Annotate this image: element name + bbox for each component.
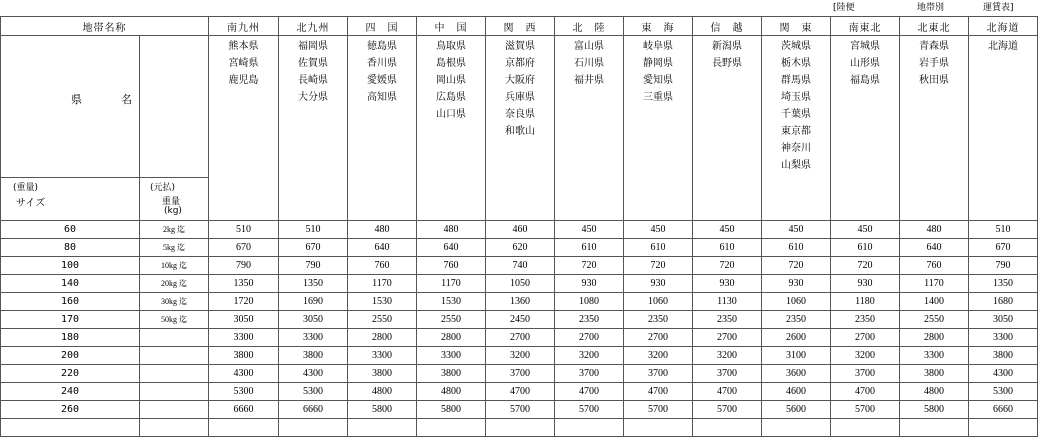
price-cell: 3300 [417, 347, 486, 365]
price-cell: 3050 [209, 311, 279, 329]
price-cell: 3800 [279, 347, 348, 365]
price-cell: 3700 [831, 365, 900, 383]
region-name-header: 地帯名称 [1, 17, 209, 36]
price-cell: 760 [417, 257, 486, 275]
price-cell: 760 [348, 257, 417, 275]
price-cell: 610 [831, 239, 900, 257]
price-cell: 4800 [900, 383, 969, 401]
price-cell: 1060 [762, 293, 831, 311]
weight-made-suffix: 迄 [179, 315, 187, 324]
price-cell: 670 [279, 239, 348, 257]
price-cell: 3200 [693, 347, 762, 365]
price-cell: 2350 [762, 311, 831, 329]
price-cell: 670 [209, 239, 279, 257]
price-cell: 3800 [348, 365, 417, 383]
price-cell: 3050 [969, 311, 1038, 329]
price-cell: 1350 [969, 275, 1038, 293]
weight-limit [140, 239, 209, 257]
price-cell: 5700 [831, 401, 900, 419]
prefecture-name: 山口県 [436, 109, 466, 120]
prefecture-name: 鹿児島 [228, 75, 259, 86]
price-cell: 5800 [417, 401, 486, 419]
region-header-11: 北海道 [969, 17, 1038, 36]
price-cell: 4300 [279, 365, 348, 383]
price-cell: 1350 [209, 275, 279, 293]
size-value: 80 [1, 239, 140, 257]
price-cell: 450 [624, 221, 693, 239]
size-value: 200 [1, 347, 140, 365]
price-cell: 5300 [209, 383, 279, 401]
price-cell: 5700 [486, 401, 555, 419]
weight-value: 50kg [161, 315, 177, 324]
prefecture-name: 山形県 [850, 58, 880, 69]
weight-made-suffix: 迄 [177, 243, 185, 252]
prefecture-name: 埼玉県 [781, 92, 811, 103]
empty-cell [417, 419, 486, 437]
price-cell: 4700 [831, 383, 900, 401]
prefecture-name: 愛知県 [643, 75, 673, 86]
prefecture-name: 長野県 [712, 58, 742, 69]
prefecture-label-filler [140, 36, 209, 178]
weight-header-cell [140, 178, 209, 221]
empty-cell [900, 419, 969, 437]
price-cell: 510 [209, 221, 279, 239]
price-cell: 1180 [831, 293, 900, 311]
price-cell: 2700 [624, 329, 693, 347]
prefecture-name: 島根県 [436, 58, 466, 69]
price-cell: 670 [969, 239, 1038, 257]
prefecture-name: 福井県 [574, 75, 604, 86]
price-cell: 2450 [486, 311, 555, 329]
empty-cell [486, 419, 555, 437]
size-value: 160 [1, 293, 140, 311]
price-cell: 1680 [969, 293, 1038, 311]
price-cell: 3200 [486, 347, 555, 365]
price-cell: 3200 [831, 347, 900, 365]
empty-cell [348, 419, 417, 437]
prefecture-name: 徳島県 [367, 41, 397, 52]
price-cell: 450 [555, 221, 624, 239]
price-cell: 1080 [555, 293, 624, 311]
price-cell: 930 [624, 275, 693, 293]
price-cell: 480 [900, 221, 969, 239]
price-cell: 510 [279, 221, 348, 239]
size-header-cell [1, 178, 140, 221]
price-cell: 2700 [555, 329, 624, 347]
prefecture-name: 岡山県 [436, 75, 466, 86]
price-cell: 1690 [279, 293, 348, 311]
weight-limit [140, 365, 209, 383]
rikubin-label: [陸便 [833, 3, 855, 13]
price-cell: 2800 [417, 329, 486, 347]
prefecture-list-7 [693, 36, 762, 221]
size-value: 140 [1, 275, 140, 293]
price-cell: 2700 [693, 329, 762, 347]
prefecture-name: 秋田県 [919, 75, 949, 86]
prefecture-name: 宮崎県 [228, 58, 259, 69]
rate-table-label: 運賃表] [983, 3, 1014, 13]
price-cell: 3200 [555, 347, 624, 365]
empty-cell [209, 419, 279, 437]
price-cell: 720 [762, 257, 831, 275]
prefecture-name: 兵庫県 [505, 92, 535, 103]
prefecture-name: 鳥取県 [436, 41, 466, 52]
empty-cell [762, 419, 831, 437]
region-header-9: 南東北 [831, 17, 900, 36]
price-cell: 1170 [900, 275, 969, 293]
empty-cell [140, 419, 209, 437]
price-cell: 4300 [209, 365, 279, 383]
price-cell: 930 [693, 275, 762, 293]
prefecture-name: 香川県 [367, 58, 397, 69]
size-label: サイズ [16, 198, 46, 209]
prefecture-list-4 [486, 36, 555, 221]
size-value: 100 [1, 257, 140, 275]
price-cell: 3700 [555, 365, 624, 383]
price-cell: 930 [555, 275, 624, 293]
price-cell: 5300 [279, 383, 348, 401]
region-header-7: 信 越 [693, 17, 762, 36]
region-header-3: 中 国 [417, 17, 486, 36]
price-cell: 4700 [555, 383, 624, 401]
price-cell: 4800 [348, 383, 417, 401]
price-cell: 640 [417, 239, 486, 257]
price-cell: 1530 [348, 293, 417, 311]
prefecture-name: 千葉県 [781, 109, 811, 120]
price-cell: 5300 [969, 383, 1038, 401]
prefecture-name: 石川県 [574, 58, 604, 69]
prefecture-name: 岐阜県 [643, 41, 673, 52]
weight-limit [140, 275, 209, 293]
region-header-row [1, 17, 1038, 36]
prefecture-list-10 [900, 36, 969, 221]
weight-label: 重量 [162, 197, 181, 207]
prefecture-name: 富山県 [574, 41, 604, 52]
price-cell: 2700 [831, 329, 900, 347]
weight-made-suffix: 迄 [179, 279, 187, 288]
price-cell: 2800 [900, 329, 969, 347]
price-cell: 5700 [555, 401, 624, 419]
price-cell: 740 [486, 257, 555, 275]
price-cell: 640 [900, 239, 969, 257]
juryo-label: (重量) [13, 183, 39, 193]
price-cell: 2350 [624, 311, 693, 329]
empty-row [1, 419, 1038, 437]
price-cell: 1400 [900, 293, 969, 311]
size-value: 220 [1, 365, 140, 383]
prefecture-list-1 [279, 36, 348, 221]
region-header-5: 北 陸 [555, 17, 624, 36]
price-cell: 790 [279, 257, 348, 275]
price-cell: 1130 [693, 293, 762, 311]
price-cell: 2550 [348, 311, 417, 329]
rate-row [1, 221, 1038, 239]
price-cell: 4300 [969, 365, 1038, 383]
rate-row [1, 401, 1038, 419]
price-cell: 3800 [969, 347, 1038, 365]
region-header-6: 東 海 [624, 17, 693, 36]
weight-value: 10kg [161, 261, 177, 270]
rate-row [1, 311, 1038, 329]
price-cell: 610 [693, 239, 762, 257]
price-cell: 610 [555, 239, 624, 257]
weight-limit [140, 347, 209, 365]
price-cell: 450 [831, 221, 900, 239]
weight-limit [140, 401, 209, 419]
price-cell: 720 [555, 257, 624, 275]
price-cell: 1170 [417, 275, 486, 293]
size-value: 170 [1, 311, 140, 329]
prefecture-name: 熊本県 [228, 41, 259, 52]
empty-cell [693, 419, 762, 437]
prefecture-name: 新潟県 [712, 41, 742, 52]
prefecture-name: 静岡県 [643, 58, 673, 69]
price-cell: 720 [693, 257, 762, 275]
price-cell: 3600 [762, 365, 831, 383]
empty-cell [624, 419, 693, 437]
prefecture-label-mei: 名 [121, 93, 132, 106]
region-basis-label: 地帯別 [917, 3, 945, 13]
prefecture-list-6 [624, 36, 693, 221]
price-cell: 640 [348, 239, 417, 257]
prefecture-list-8 [762, 36, 831, 221]
empty-cell [279, 419, 348, 437]
empty-cell [555, 419, 624, 437]
prefecture-name: 北海道 [988, 41, 1018, 52]
weight-made-suffix: 迄 [177, 225, 185, 234]
rate-row [1, 275, 1038, 293]
prefecture-name: 大阪府 [505, 75, 535, 86]
price-cell: 2350 [693, 311, 762, 329]
empty-cell [1, 419, 140, 437]
price-cell: 460 [486, 221, 555, 239]
region-header-1: 北九州 [279, 17, 348, 36]
price-cell: 2800 [348, 329, 417, 347]
price-cell: 3300 [969, 329, 1038, 347]
price-cell: 450 [693, 221, 762, 239]
price-cell: 4700 [486, 383, 555, 401]
rate-row [1, 293, 1038, 311]
prefecture-name: 大分県 [298, 92, 328, 103]
prefecture-name: 奈良県 [505, 109, 535, 120]
price-cell: 2700 [486, 329, 555, 347]
weight-limit [140, 293, 209, 311]
price-cell: 3100 [762, 347, 831, 365]
price-cell: 5700 [624, 401, 693, 419]
price-cell: 2550 [417, 311, 486, 329]
price-cell: 3300 [209, 329, 279, 347]
weight-made-suffix: 迄 [179, 261, 187, 270]
weight-made-suffix: 迄 [179, 297, 187, 306]
weight-value: 30kg [161, 297, 177, 306]
price-cell: 3800 [417, 365, 486, 383]
prefecture-name: 三重県 [643, 92, 673, 103]
prefecture-list-5 [555, 36, 624, 221]
weight-limit [140, 329, 209, 347]
region-header-0: 南九州 [209, 17, 279, 36]
price-cell: 510 [969, 221, 1038, 239]
price-cell: 3300 [279, 329, 348, 347]
prefecture-name: 東京都 [781, 126, 811, 137]
size-value: 260 [1, 401, 140, 419]
price-cell: 450 [762, 221, 831, 239]
price-cell: 5800 [900, 401, 969, 419]
price-cell: 1360 [486, 293, 555, 311]
weight-limit [140, 311, 209, 329]
prefecture-name: 山梨県 [781, 160, 811, 171]
region-header-8: 関 東 [762, 17, 831, 36]
price-cell: 610 [624, 239, 693, 257]
price-cell: 3300 [348, 347, 417, 365]
prefecture-label-ken: 県 [71, 93, 83, 106]
prefecture-name: 愛媛県 [367, 75, 397, 86]
prefecture-name: 滋賀県 [505, 41, 535, 52]
price-cell: 2350 [555, 311, 624, 329]
region-header-2: 四 国 [348, 17, 417, 36]
price-cell: 790 [209, 257, 279, 275]
prefecture-name: 広島県 [436, 92, 466, 103]
price-cell: 2600 [762, 329, 831, 347]
price-cell: 5700 [693, 401, 762, 419]
price-cell: 3800 [900, 365, 969, 383]
weight-value: 5kg [163, 243, 175, 252]
price-cell: 6660 [209, 401, 279, 419]
price-cell: 2350 [831, 311, 900, 329]
prefecture-name: 佐賀県 [298, 58, 328, 69]
price-cell: 3700 [624, 365, 693, 383]
prefecture-list-2 [348, 36, 417, 221]
price-cell: 720 [624, 257, 693, 275]
weight-limit [140, 383, 209, 401]
prefecture-name: 和歌山 [505, 126, 535, 137]
price-cell: 610 [762, 239, 831, 257]
prefecture-name: 高知県 [367, 92, 397, 103]
shipping-rate-table [0, 16, 1038, 437]
price-cell: 3800 [209, 347, 279, 365]
prefecture-name: 茨城県 [781, 41, 811, 52]
price-cell: 6660 [969, 401, 1038, 419]
prefecture-name: 長崎県 [298, 75, 328, 86]
rate-row [1, 365, 1038, 383]
price-cell: 4700 [624, 383, 693, 401]
price-cell: 6660 [279, 401, 348, 419]
rate-row [1, 239, 1038, 257]
price-cell: 1350 [279, 275, 348, 293]
weight-value: 2kg [163, 225, 175, 234]
price-cell: 1530 [417, 293, 486, 311]
prefecture-list-0 [209, 36, 279, 221]
prefecture-name: 神奈川 [781, 143, 811, 154]
price-cell: 720 [831, 257, 900, 275]
prefecture-list-3 [417, 36, 486, 221]
prefecture-name: 福岡県 [298, 41, 328, 52]
price-cell: 930 [831, 275, 900, 293]
size-value: 180 [1, 329, 140, 347]
size-value: 240 [1, 383, 140, 401]
price-cell: 480 [417, 221, 486, 239]
price-cell: 3300 [900, 347, 969, 365]
price-cell: 620 [486, 239, 555, 257]
prefecture-name: 群馬県 [781, 75, 811, 86]
price-cell: 480 [348, 221, 417, 239]
rate-row [1, 347, 1038, 365]
prefecture-label-cell [1, 36, 140, 178]
price-cell: 3700 [693, 365, 762, 383]
price-cell: 4600 [762, 383, 831, 401]
price-cell: 1050 [486, 275, 555, 293]
empty-cell [969, 419, 1038, 437]
price-cell: 3700 [486, 365, 555, 383]
price-cell: 760 [900, 257, 969, 275]
prefecture-list-11 [969, 36, 1038, 221]
price-cell: 790 [969, 257, 1038, 275]
prefecture-name: 岩手県 [919, 58, 949, 69]
price-cell: 5800 [348, 401, 417, 419]
prefecture-name: 青森県 [919, 41, 949, 52]
price-cell: 3200 [624, 347, 693, 365]
price-cell: 1170 [348, 275, 417, 293]
price-cell: 3050 [279, 311, 348, 329]
prefecture-name: 宮城県 [850, 41, 880, 52]
rate-row [1, 383, 1038, 401]
empty-cell [831, 419, 900, 437]
price-cell: 4700 [693, 383, 762, 401]
weight-limit [140, 221, 209, 239]
price-cell: 1720 [209, 293, 279, 311]
price-cell: 4800 [417, 383, 486, 401]
motobarai-label: (元払) [150, 183, 176, 193]
kg-label: (kg) [164, 206, 182, 216]
region-header-10: 北東北 [900, 17, 969, 36]
price-cell: 5600 [762, 401, 831, 419]
rate-row [1, 329, 1038, 347]
rate-row [1, 257, 1038, 275]
price-cell: 930 [762, 275, 831, 293]
price-cell: 2550 [900, 311, 969, 329]
prefecture-name: 栃木県 [781, 58, 811, 69]
prefecture-row [1, 36, 1038, 178]
prefecture-name: 京都府 [505, 58, 535, 69]
region-header-4: 関 西 [486, 17, 555, 36]
weight-value: 20kg [161, 279, 177, 288]
size-value: 60 [1, 221, 140, 239]
price-cell: 1060 [624, 293, 693, 311]
prefecture-name: 福島県 [850, 75, 880, 86]
prefecture-list-9 [831, 36, 900, 221]
weight-limit [140, 257, 209, 275]
